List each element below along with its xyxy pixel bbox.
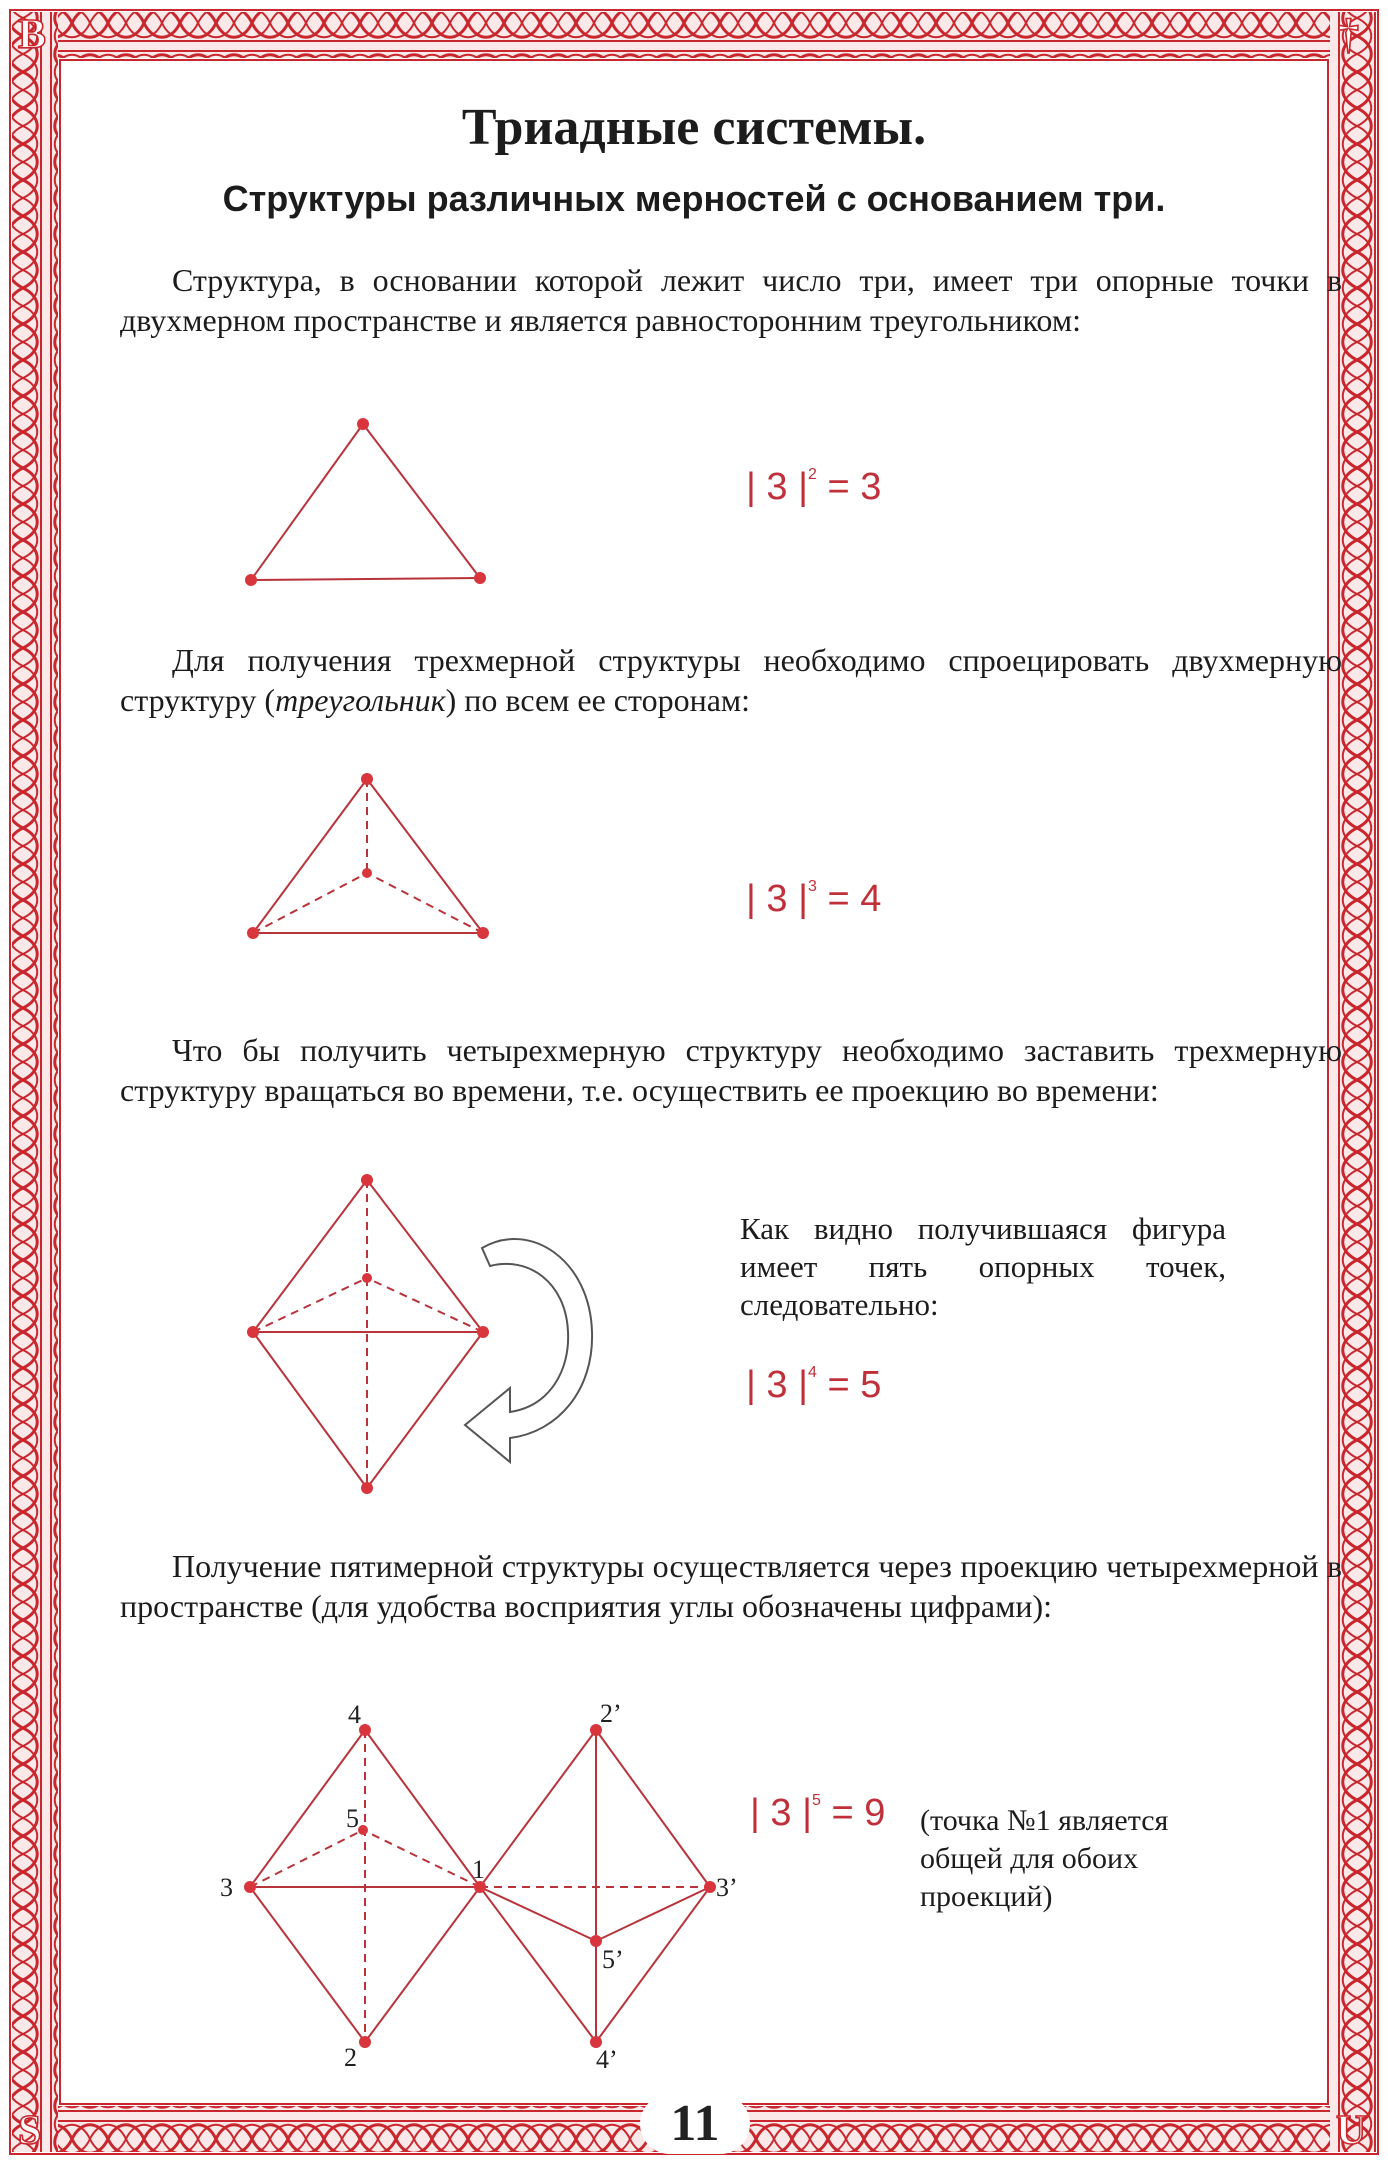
formula-power-5: | 3 $|^5 = 9$ <box>750 1792 886 1834</box>
figure-triangle <box>251 424 480 580</box>
point-label: 2’ <box>600 1699 622 1728</box>
section-4-text: Получение пятимерной структуры осуществляется через проекцию четырехмерной в пространстве (для удобства восприятия углы обозначены цифрами): <box>120 1548 1342 1624</box>
rotation-arrow-icon <box>465 1239 592 1462</box>
point-label: 5 <box>346 1804 359 1833</box>
section-1-text: Структура, в основании которой лежит число три, имеет три опорные точки в двухмерном пространстве и является равносторонним треугольником: <box>120 262 1342 338</box>
corner-letter-bottom-right: U <box>1336 2108 1367 2154</box>
geometry-figures <box>70 70 1318 2090</box>
figure-triangle-points <box>245 418 486 586</box>
corner-letter-top-left: B <box>18 12 47 58</box>
figure-tetrahedron <box>253 779 483 933</box>
section-3-side-text: Как видно получившаяся фигура имеет пять опорных точек, следовательно: <box>740 1211 1226 1322</box>
point-label: 3’ <box>716 1873 738 1902</box>
point-label: 2 <box>344 2043 357 2072</box>
figure-bipyramid <box>253 1180 483 1488</box>
page-number: 11 <box>670 2095 720 2152</box>
corner-letter-bottom-left: S <box>18 2108 42 2154</box>
point-label: 5’ <box>602 1945 624 1974</box>
formula-power-3: | 3 $|^3 = 4$ <box>746 878 882 920</box>
section-3-text: Что бы получить четырехмерную структуру необходимо заставить трехмерную структуру вращаться во времени, т.е. осуществить ее проекцию во времени: <box>120 1032 1342 1108</box>
formula-power-4: | 3 $|^4 = 5$ <box>746 1364 882 1406</box>
page-title: Триадные системы. <box>461 99 927 156</box>
section-2-text: Для получения трехмерной структуры необходимо спроецировать двухмерную структуру (треугольник) по всем ее сторонам: <box>120 642 1342 718</box>
point-label: 3 <box>220 1873 233 1902</box>
note-common-point: (точка №1 является общей для обоих проекций) <box>920 1804 1169 1913</box>
page-subtitle: Структуры различных мерностей с основанием три. <box>222 178 1166 219</box>
corner-letter-top-right: † <box>1338 12 1359 58</box>
point-label: 4’ <box>596 2045 618 2074</box>
page-content <box>70 70 1342 2090</box>
point-label: 1 <box>472 1855 485 1884</box>
page-number-badge <box>640 2094 750 2154</box>
formula-power-2: | 3 $|^2 = 3$ <box>746 466 882 508</box>
point-label: 4 <box>348 1700 361 1729</box>
